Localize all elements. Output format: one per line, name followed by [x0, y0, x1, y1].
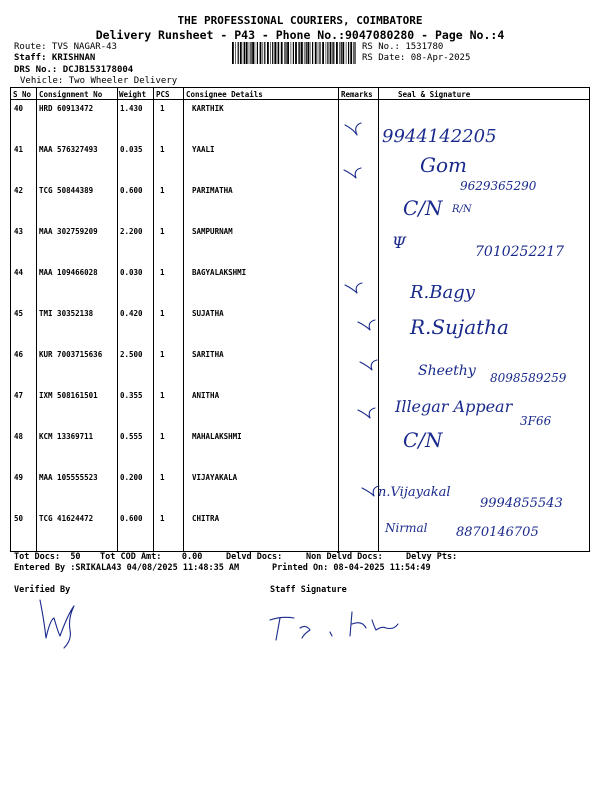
- cell-sno: 41: [14, 145, 24, 154]
- cell-sno: 47: [14, 391, 24, 400]
- cell-consignment: TMI 30352138: [39, 309, 94, 318]
- runsheet-subtitle: Delivery Runsheet - P43 - Phone No.:9047080280 - Page No.:4: [95, 28, 505, 42]
- cell-sno: 40: [14, 104, 24, 113]
- cell-consignment: KUR 7003715636: [39, 350, 103, 359]
- sig-row-43-mark: Ψ: [392, 233, 407, 252]
- cell-consignment: TCG 50844389: [39, 186, 94, 195]
- company-title: THE PROFESSIONAL COURIERS, COIMBATORE: [177, 14, 423, 27]
- col-divider: [117, 87, 118, 552]
- sig-row-46-name: Sheethy: [418, 363, 476, 379]
- cell-consignment: MAA 576327493: [39, 145, 98, 154]
- cell-weight: 0.600: [120, 186, 143, 195]
- col-divider: [153, 87, 154, 552]
- sig-row-41-initials: Gom: [420, 153, 467, 177]
- table-header-divider: [10, 99, 590, 100]
- col-divider: [183, 87, 184, 552]
- sig-row-48-cn: C/N: [403, 428, 443, 452]
- cell-weight: 0.555: [120, 432, 143, 441]
- table-bottom-border: [10, 551, 590, 552]
- col-header-sno: S No: [13, 90, 32, 99]
- cell-consignee: MAHALAKSHMI: [192, 432, 242, 441]
- cell-weight: 0.030: [120, 268, 143, 277]
- cell-pcs: 1: [160, 104, 165, 113]
- sig-row-46-phone: 8098589259: [490, 371, 567, 385]
- col-header-consignment: Consignment No: [39, 90, 103, 99]
- cell-pcs: 1: [160, 350, 165, 359]
- cell-consignee: VIJAYAKALA: [192, 473, 238, 482]
- cell-pcs: 1: [160, 268, 165, 277]
- cell-consignee: SARITHA: [192, 350, 224, 359]
- cell-consignment: KCM 13369711: [39, 432, 94, 441]
- col-header-seal-signature: Seal & Signature: [398, 90, 471, 99]
- cell-consignment: IXM 508161501: [39, 391, 98, 400]
- cell-weight: 2.200: [120, 227, 143, 236]
- remark-tick: [344, 168, 361, 178]
- col-divider: [10, 87, 11, 552]
- cell-weight: 2.500: [120, 350, 143, 359]
- cell-consignee: CHITRA: [192, 514, 220, 523]
- table-top-border: [10, 87, 590, 88]
- cell-consignee: SAMPURNAM: [192, 227, 233, 236]
- cell-sno: 48: [14, 432, 24, 441]
- cell-weight: 0.600: [120, 514, 143, 523]
- sig-row-45: R.Sujatha: [410, 315, 509, 339]
- cell-sno: 45: [14, 309, 24, 318]
- cell-consignment: TCG 41624472: [39, 514, 94, 523]
- cell-pcs: 1: [160, 186, 165, 195]
- cell-pcs: 1: [160, 391, 165, 400]
- col-header-weight: Weight: [119, 90, 147, 99]
- cell-pcs: 1: [160, 227, 165, 236]
- sig-row-49-phone: 9994855543: [480, 496, 563, 511]
- sig-row-44: R.Bagy: [410, 282, 475, 303]
- cell-sno: 49: [14, 473, 24, 482]
- cell-weight: 0.200: [120, 473, 143, 482]
- cell-sno: 42: [14, 186, 24, 195]
- non-delvd-docs: Non Delvd Docs:: [306, 552, 383, 562]
- barcode: [232, 42, 357, 64]
- vehicle-label: Vehicle: Two Wheeler Delivery: [20, 76, 178, 86]
- delvy-pts: Delvy Pts:: [406, 552, 458, 562]
- delvd-docs: Delvd Docs:: [226, 552, 283, 562]
- col-divider: [589, 87, 590, 552]
- remark-tick: [360, 360, 377, 370]
- cell-consignment: HRD 60913472: [39, 104, 94, 113]
- route-label: Route: TVS NAGAR-43: [14, 42, 117, 52]
- col-divider: [378, 87, 379, 552]
- col-divider: [338, 87, 339, 552]
- verified-signature-mark: [40, 600, 74, 648]
- sig-row-42-cn: C/N: [403, 196, 443, 220]
- tot-cod-amt: Tot COD Amt: 0.00: [100, 552, 203, 562]
- cell-consignment: MAA 105555523: [39, 473, 98, 482]
- staff-signature-mark: [270, 612, 398, 640]
- tot-docs: Tot Docs: 50: [14, 552, 81, 562]
- col-header-consignee: Consignee Details: [186, 90, 263, 99]
- cell-consignee: PARIMATHA: [192, 186, 233, 195]
- cell-consignee: ANITHA: [192, 391, 220, 400]
- staff-signature-label: Staff Signature: [270, 585, 347, 595]
- remark-tick: [345, 123, 361, 135]
- cell-sno: 46: [14, 350, 24, 359]
- cell-consignee: KARTHIK: [192, 104, 224, 113]
- cell-pcs: 1: [160, 145, 165, 154]
- cell-consignment: MAA 302759209: [39, 227, 98, 236]
- printed-on: Printed On: 08-04-2025 11:54:49: [272, 563, 431, 573]
- remark-tick: [362, 486, 379, 496]
- cell-sno: 44: [14, 268, 24, 277]
- sig-row-50-phone: 8870146705: [456, 525, 539, 540]
- rs-number: RS No.: 1531780: [362, 42, 444, 52]
- entered-by: Entered By :SRIKALA43 04/08/2025 11:48:35 AM: [14, 563, 240, 573]
- drs-number: DRS No.: DCJB153178004: [14, 65, 134, 75]
- cell-weight: 0.420: [120, 309, 143, 318]
- sig-row-50-name: Nirmal: [385, 521, 428, 535]
- cell-weight: 1.430: [120, 104, 143, 113]
- verified-by-label: Verified By: [14, 585, 71, 595]
- sig-row-47-code: 3F66: [520, 414, 552, 428]
- cell-consignee: YAALI: [192, 145, 215, 154]
- col-divider: [36, 87, 37, 552]
- cell-pcs: 1: [160, 432, 165, 441]
- cell-pcs: 1: [160, 514, 165, 523]
- sig-row-43-phone: 7010252217: [475, 244, 565, 260]
- remark-tick: [358, 320, 375, 330]
- cell-consignee: SUJATHA: [192, 309, 224, 318]
- cell-weight: 0.355: [120, 391, 143, 400]
- cell-sno: 43: [14, 227, 24, 236]
- sig-row-42-rn: R/N: [452, 204, 472, 215]
- cell-consignee: BAGYALAKSHMI: [192, 268, 247, 277]
- rs-date: RS Date: 08-Apr-2025: [362, 53, 471, 63]
- remark-tick: [358, 408, 375, 418]
- col-header-remarks: Remarks: [341, 90, 373, 99]
- cell-pcs: 1: [160, 309, 165, 318]
- cell-sno: 50: [14, 514, 24, 523]
- cell-pcs: 1: [160, 473, 165, 482]
- sig-row-40: 9944142205: [382, 126, 497, 147]
- sig-row-49-name: n.Vijayakal: [378, 485, 451, 500]
- staff-label: Staff: KRISHNAN: [14, 53, 96, 63]
- col-header-pcs: PCS: [156, 90, 170, 99]
- cell-consignment: MAA 109466028: [39, 268, 98, 277]
- sig-row-47-name: Illegar Appear: [395, 397, 513, 416]
- sig-row-41-phone: 9629365290: [460, 179, 537, 193]
- cell-weight: 0.035: [120, 145, 143, 154]
- remark-tick: [345, 283, 362, 293]
